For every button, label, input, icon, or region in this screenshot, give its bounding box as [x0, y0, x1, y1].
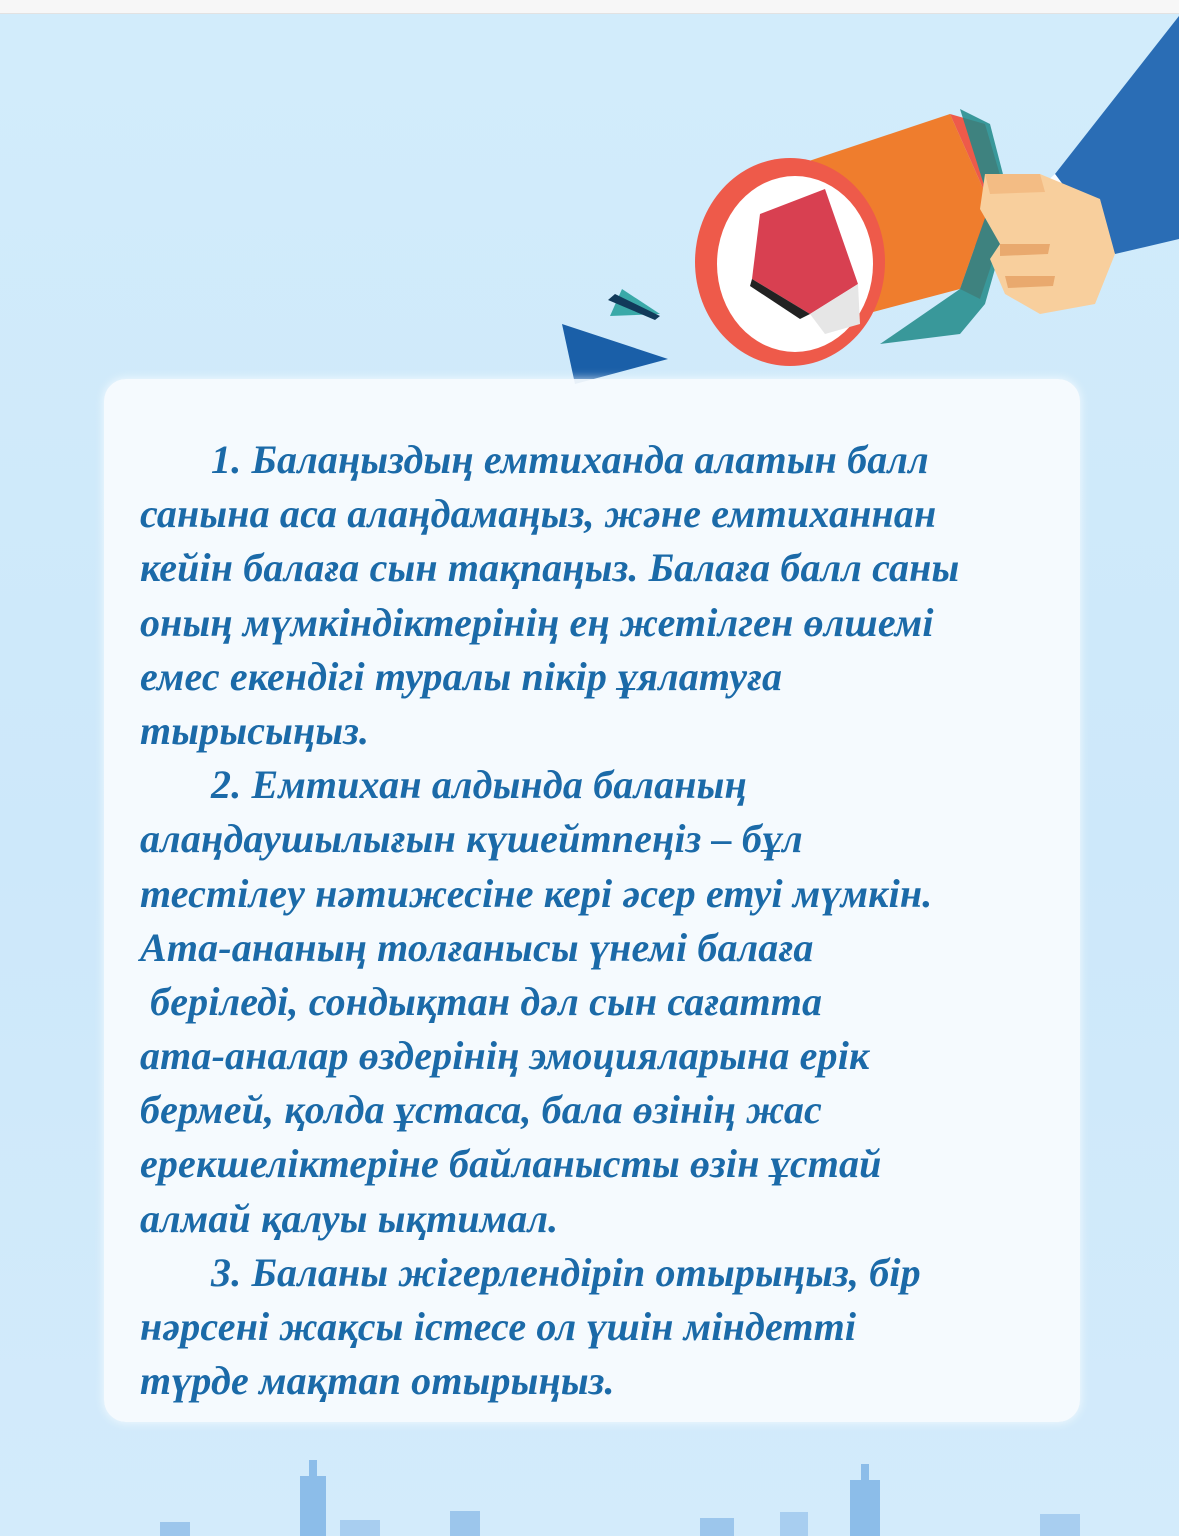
advice-line: нәрсені жақсы істесе ол үшін міндетті — [140, 1304, 857, 1349]
advice-line: бермей, қолда ұстаса, бала өзінің жас — [140, 1087, 822, 1133]
advice-line: тырысыңыз. — [140, 707, 370, 753]
advice-line: санына аса алаңдамаңыз, және емтиханнан — [140, 491, 937, 537]
advice-line: Ата-ананың толғанысы үнемі балаға — [140, 924, 814, 970]
page-top-edge — [0, 0, 1179, 14]
advice-line: түрде мақтап отырыңыз. — [140, 1358, 615, 1404]
megaphone-icon — [540, 14, 1179, 384]
advice-line: беріледі, сондықтан дәл сын сағатта — [140, 978, 823, 1024]
advice-line: ерекшеліктеріне байланысты өзін ұстай — [140, 1141, 882, 1187]
advice-line: кейін балаға сын тақпаңыз. Балаға балл саны — [140, 545, 960, 591]
advice-line: оның мүмкіндіктерінің ең жетілген өлшемі — [140, 599, 934, 645]
advice-line: 3. Баланы жігерлендіріп отырыңыз, бір — [140, 1249, 921, 1295]
advice-card — [104, 379, 1080, 1422]
advice-line: емес екендігі туралы пікір ұялатуға — [140, 653, 783, 699]
advice-line: ата-аналар өздерінің эмоцияларына ерік — [140, 1033, 870, 1079]
advice-line: 1. Балаңыздың емтиханда алатын балл — [140, 437, 929, 482]
skyline-illustration — [0, 1456, 1179, 1536]
advice-line: 2. Емтихан алдында баланың — [140, 762, 747, 808]
advice-line: алаңдаушылығын күшейтпеңіз – бұл — [140, 816, 803, 862]
advice-line: тестілеу нәтижесіне кері әсер етуі мүмкін. — [140, 870, 933, 916]
sound-mark-2 — [562, 324, 668, 384]
advice-text — [140, 433, 1070, 1408]
poster — [0, 14, 1179, 1536]
advice-line: алмай қалуы ықтимал. — [140, 1195, 559, 1241]
